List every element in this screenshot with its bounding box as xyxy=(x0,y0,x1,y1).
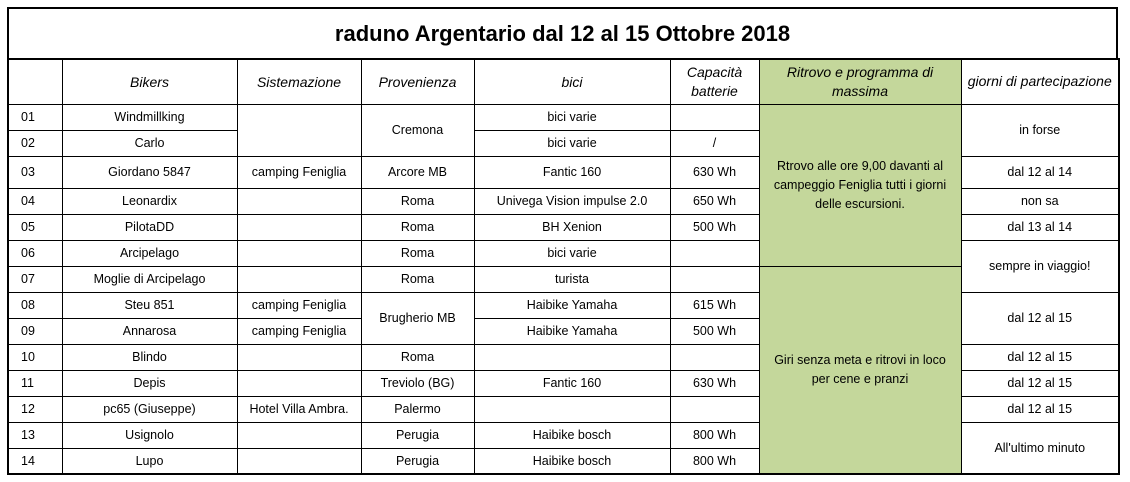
cell-capacita[interactable] xyxy=(670,344,759,370)
cell-sistemazione[interactable]: camping Feniglia xyxy=(237,318,361,344)
cell-num[interactable]: 11 xyxy=(8,370,62,396)
cell-num[interactable]: 10 xyxy=(8,344,62,370)
cell-biker[interactable]: Giordano 5847 xyxy=(62,156,237,188)
cell-bici[interactable] xyxy=(474,344,670,370)
cell-num[interactable]: 12 xyxy=(8,396,62,422)
header-bici: bici xyxy=(474,59,670,104)
cell-bici[interactable]: Haibike bosch xyxy=(474,422,670,448)
table-row xyxy=(8,266,1119,292)
cell-capacita[interactable] xyxy=(670,266,759,292)
cell-num[interactable]: 09 xyxy=(8,318,62,344)
cell-num[interactable]: 04 xyxy=(8,188,62,214)
cell-provenienza[interactable]: Roma xyxy=(361,214,474,240)
cell-biker[interactable]: Lupo xyxy=(62,448,237,474)
cell-num[interactable]: 08 xyxy=(8,292,62,318)
header-provenienza: Provenienza xyxy=(361,59,474,104)
cell-ritrovo-2[interactable]: Giri senza meta e ritrovi in loco per cene e pranzi xyxy=(759,266,961,474)
cell-sistemazione[interactable] xyxy=(237,344,361,370)
cell-bici[interactable]: Haibike bosch xyxy=(474,448,670,474)
cell-provenienza[interactable]: Roma xyxy=(361,344,474,370)
cell-biker[interactable]: pc65 (Giuseppe) xyxy=(62,396,237,422)
cell-capacita[interactable]: 800 Wh xyxy=(670,422,759,448)
cell-capacita[interactable]: 650 Wh xyxy=(670,188,759,214)
cell-bici[interactable]: Fantic 160 xyxy=(474,370,670,396)
cell-num[interactable]: 13 xyxy=(8,422,62,448)
cell-giorni[interactable]: dal 13 al 14 xyxy=(961,214,1119,240)
cell-sistemazione[interactable] xyxy=(237,214,361,240)
cell-giorni[interactable]: All'ultimo minuto xyxy=(961,422,1119,474)
sheet-title: raduno Argentario dal 12 al 15 Ottobre 2018 xyxy=(7,7,1118,58)
cell-giorni[interactable]: dal 12 al 15 xyxy=(961,344,1119,370)
cell-provenienza[interactable]: Roma xyxy=(361,266,474,292)
cell-sistemazione[interactable] xyxy=(237,266,361,292)
cell-sistemazione[interactable]: camping Feniglia xyxy=(237,156,361,188)
cell-bici[interactable]: Haibike Yamaha xyxy=(474,318,670,344)
cell-capacita[interactable] xyxy=(670,240,759,266)
cell-capacita[interactable]: 500 Wh xyxy=(670,318,759,344)
cell-num[interactable]: 02 xyxy=(8,130,62,156)
cell-provenienza[interactable]: Treviolo (BG) xyxy=(361,370,474,396)
cell-sistemazione[interactable] xyxy=(237,240,361,266)
cell-provenienza[interactable]: Palermo xyxy=(361,396,474,422)
cell-capacita[interactable]: 630 Wh xyxy=(670,156,759,188)
cell-biker[interactable]: Annarosa xyxy=(62,318,237,344)
cell-capacita[interactable]: / xyxy=(670,130,759,156)
cell-provenienza[interactable]: Brugherio MB xyxy=(361,292,474,344)
cell-biker[interactable]: Moglie di Arcipelago xyxy=(62,266,237,292)
cell-sistemazione[interactable] xyxy=(237,370,361,396)
cell-sistemazione[interactable] xyxy=(237,422,361,448)
cell-num[interactable]: 03 xyxy=(8,156,62,188)
cell-giorni[interactable]: non sa xyxy=(961,188,1119,214)
cell-bici[interactable]: bici varie xyxy=(474,130,670,156)
cell-capacita[interactable] xyxy=(670,104,759,130)
header-num xyxy=(8,59,62,104)
header-giorni: giorni di partecipazione xyxy=(961,59,1119,104)
cell-biker[interactable]: Leonardix xyxy=(62,188,237,214)
cell-biker[interactable]: Windmillking xyxy=(62,104,237,130)
header-bikers: Bikers xyxy=(62,59,237,104)
cell-provenienza[interactable]: Roma xyxy=(361,188,474,214)
cell-provenienza[interactable]: Perugia xyxy=(361,448,474,474)
cell-giorni[interactable]: sempre in viaggio! xyxy=(961,240,1119,292)
cell-bici[interactable]: BH Xenion xyxy=(474,214,670,240)
cell-biker[interactable]: Steu 851 xyxy=(62,292,237,318)
cell-giorni[interactable]: dal 12 al 14 xyxy=(961,156,1119,188)
cell-num[interactable]: 07 xyxy=(8,266,62,292)
cell-bici[interactable]: Haibike Yamaha xyxy=(474,292,670,318)
cell-biker[interactable]: Arcipelago xyxy=(62,240,237,266)
cell-sistemazione[interactable] xyxy=(237,188,361,214)
cell-provenienza[interactable]: Arcore MB xyxy=(361,156,474,188)
participants-table xyxy=(7,58,1120,475)
cell-sistemazione[interactable] xyxy=(237,104,361,156)
cell-capacita[interactable]: 630 Wh xyxy=(670,370,759,396)
cell-bici[interactable]: bici varie xyxy=(474,240,670,266)
cell-ritrovo-1[interactable]: Rtrovo alle ore 9,00 davanti al campeggio Feniglia tutti i giorni delle escursioni. xyxy=(759,104,961,266)
cell-capacita[interactable]: 800 Wh xyxy=(670,448,759,474)
cell-num[interactable]: 01 xyxy=(8,104,62,130)
cell-giorni[interactable]: dal 12 al 15 xyxy=(961,292,1119,344)
header-ritrovo: Ritrovo e programma di massima xyxy=(759,59,961,104)
cell-provenienza[interactable]: Perugia xyxy=(361,422,474,448)
cell-sistemazione[interactable]: Hotel Villa Ambra. xyxy=(237,396,361,422)
cell-giorni[interactable]: in forse xyxy=(961,104,1119,156)
cell-num[interactable]: 06 xyxy=(8,240,62,266)
cell-biker[interactable]: Depis xyxy=(62,370,237,396)
cell-sistemazione[interactable] xyxy=(237,448,361,474)
header-sistemazione: Sistemazione xyxy=(237,59,361,104)
cell-giorni[interactable]: dal 12 al 15 xyxy=(961,370,1119,396)
cell-bici[interactable] xyxy=(474,396,670,422)
cell-giorni[interactable]: dal 12 al 15 xyxy=(961,396,1119,422)
cell-biker[interactable]: Carlo xyxy=(62,130,237,156)
cell-bici[interactable]: Univega Vision impulse 2.0 xyxy=(474,188,670,214)
cell-capacita[interactable]: 615 Wh xyxy=(670,292,759,318)
cell-capacita[interactable]: 500 Wh xyxy=(670,214,759,240)
cell-sistemazione[interactable]: camping Feniglia xyxy=(237,292,361,318)
cell-biker[interactable]: PilotaDD xyxy=(62,214,237,240)
cell-num[interactable]: 14 xyxy=(8,448,62,474)
table-row xyxy=(8,104,1119,130)
spreadsheet-sheet xyxy=(7,7,1118,475)
cell-capacita[interactable] xyxy=(670,396,759,422)
cell-biker[interactable]: Usignolo xyxy=(62,422,237,448)
cell-biker[interactable]: Blindo xyxy=(62,344,237,370)
cell-provenienza[interactable]: Roma xyxy=(361,240,474,266)
cell-provenienza[interactable]: Cremona xyxy=(361,104,474,156)
cell-num[interactable]: 05 xyxy=(8,214,62,240)
cell-bici[interactable]: turista xyxy=(474,266,670,292)
header-capacita: Capacità batterie xyxy=(670,59,759,104)
header-row xyxy=(8,59,1119,104)
cell-bici[interactable]: bici varie xyxy=(474,104,670,130)
cell-bici[interactable]: Fantic 160 xyxy=(474,156,670,188)
